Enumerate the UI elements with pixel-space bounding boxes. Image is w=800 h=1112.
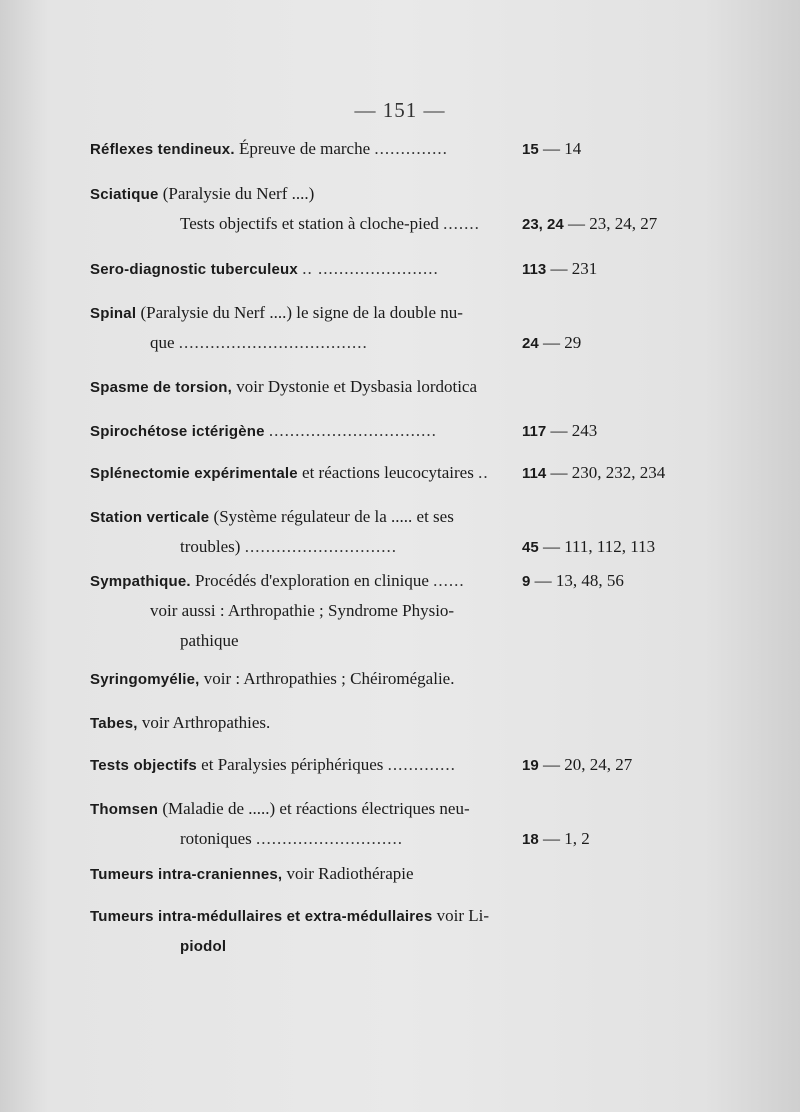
entry-text [180, 536, 397, 558]
entry-line [90, 183, 650, 213]
index-term: Sero-diagnostic tuberculeux [90, 261, 298, 278]
index-entry [90, 863, 650, 893]
index-entry [90, 570, 650, 660]
entry-line [90, 863, 650, 893]
dot-leader: .. ....................... [302, 259, 439, 278]
page-references [522, 462, 665, 485]
entry-description: Épreuve de marche [238, 139, 371, 158]
entry-line [90, 420, 650, 450]
entry-description: (Paralysie du Nerf ....) le signe de la double nu- [140, 303, 463, 322]
entry-description: voir aussi : Arthropathie ; Syndrome Physio- [150, 601, 455, 620]
index-entry [90, 420, 650, 450]
page-references [522, 258, 597, 281]
page-number: — 151 — [354, 98, 446, 122]
entry-line [90, 213, 658, 243]
entry-description: voir : Arthropathies ; Chéiromégalie. [203, 669, 455, 688]
entry-description: (Système régulateur de la ..... et ses [213, 507, 454, 526]
entry-line [90, 376, 650, 406]
entry-text [90, 420, 437, 443]
index-entry [90, 905, 650, 965]
entry-description: (Paralysie du Nerf ....) [162, 184, 315, 203]
entry-description: et Paralysies périphériques [201, 755, 384, 774]
entry-text [180, 213, 480, 235]
secondary-page-refs: — 243 [546, 421, 598, 440]
entry-line [90, 332, 650, 362]
page-references [522, 536, 655, 559]
entry-text [90, 905, 489, 928]
index-entry [90, 712, 650, 742]
index-term: Tabes, [90, 715, 138, 732]
index-term: Spasme de torsion, [90, 379, 232, 396]
entry-line [90, 536, 656, 566]
secondary-page-refs: — 23, 24, 27 [563, 214, 658, 233]
entry-line [90, 668, 650, 698]
index-entry [90, 754, 650, 784]
dot-leader: ............................. [244, 537, 397, 556]
index-entry [90, 506, 656, 566]
entry-description: voir Arthropathies. [141, 713, 271, 732]
index-term: piodol [180, 938, 227, 955]
primary-page-ref: 19 [522, 757, 539, 774]
entry-description: voir Dystonie et Dysbasia lordotica [236, 377, 478, 396]
primary-page-ref: 114 [522, 465, 547, 482]
entry-line [90, 712, 650, 742]
index-term: Tumeurs intra-craniennes, [90, 866, 283, 883]
primary-page-ref: 117 [522, 423, 547, 440]
entry-line [90, 138, 650, 168]
page-references [522, 213, 657, 236]
secondary-page-refs: — 14 [538, 139, 582, 158]
index-term: Sympathique. [90, 573, 191, 590]
primary-page-ref: 15 [522, 141, 539, 158]
index-term: Thomsen [90, 801, 159, 818]
entry-line [90, 258, 650, 288]
primary-page-ref: 18 [522, 831, 539, 848]
secondary-page-refs: — 1, 2 [538, 829, 590, 848]
entry-description: voir Radiothérapie [286, 864, 414, 883]
entry-description: pathique [180, 631, 239, 650]
entry-text [90, 754, 456, 777]
index-term: Splénectomie expérimentale [90, 465, 298, 482]
primary-page-ref: 113 [522, 261, 547, 278]
dot-leader: .............. [374, 139, 448, 158]
page-references [522, 420, 597, 443]
primary-page-ref: 24 [522, 335, 539, 352]
entry-text [90, 863, 414, 886]
entry-line [90, 600, 650, 630]
entry-description: Procédés d'exploration en clinique [195, 571, 429, 590]
index-entry [90, 138, 650, 168]
entry-line [90, 905, 650, 935]
index-entry [90, 798, 650, 858]
index-entry [90, 302, 650, 362]
entry-line [90, 935, 650, 965]
entry-text [90, 668, 454, 691]
entry-text [90, 798, 470, 821]
dot-leader: ................................ [268, 421, 437, 440]
entry-text [180, 828, 403, 850]
entry-text [90, 138, 448, 161]
secondary-page-refs: — 20, 24, 27 [538, 755, 633, 774]
secondary-page-refs: — 29 [538, 333, 582, 352]
entry-line [90, 506, 650, 536]
dot-leader: ............................ [256, 829, 404, 848]
page-references [522, 332, 581, 355]
entry-line [90, 828, 650, 858]
entry-text [90, 570, 465, 593]
page-references [522, 828, 590, 851]
primary-page-ref: 45 [522, 539, 539, 556]
primary-page-ref: 9 [522, 573, 531, 590]
entry-text [90, 183, 314, 206]
index-entry [90, 376, 650, 406]
secondary-page-refs: — 231 [546, 259, 598, 278]
entry-description: troubles) [180, 537, 241, 556]
entry-description: (Maladie de .....) et réactions électriques neu- [162, 799, 470, 818]
index-entry [90, 258, 650, 288]
primary-page-ref: 23, 24 [522, 216, 564, 233]
entry-text [90, 258, 439, 281]
entry-text [150, 600, 454, 622]
entry-text [90, 376, 477, 399]
entry-line [90, 570, 650, 600]
dot-leader: ...... [433, 571, 465, 590]
entry-text [90, 462, 489, 485]
entry-line [90, 798, 650, 828]
index-term: Spirochétose ictérigène [90, 423, 265, 440]
index-term: Tests objectifs [90, 757, 197, 774]
dot-leader: ............. [387, 755, 456, 774]
entry-line [90, 754, 650, 784]
index-term: Réflexes tendineux. [90, 141, 235, 158]
index-term: Sciatique [90, 186, 159, 203]
secondary-page-refs: — 111, 112, 113 [538, 537, 656, 556]
entry-line [90, 302, 650, 332]
dot-leader: .................................... [178, 333, 368, 352]
index-entry [90, 462, 666, 492]
entry-description: que [150, 333, 175, 352]
dot-leader: .. [478, 463, 489, 482]
entry-text [90, 302, 463, 325]
index-entry [90, 183, 658, 243]
index-term: Station verticale [90, 509, 210, 526]
secondary-page-refs: — 13, 48, 56 [530, 571, 624, 590]
index-entry [90, 668, 650, 698]
index-term: Spinal [90, 305, 137, 322]
entry-description: rotoniques [180, 829, 252, 848]
page-references [522, 570, 624, 593]
page-references [522, 754, 632, 777]
entry-description: Tests objectifs et station à cloche-pied [180, 214, 439, 233]
index-term: Syringomyélie, [90, 671, 200, 688]
entry-line [90, 630, 650, 660]
entry-text [150, 332, 368, 354]
entry-line [90, 462, 666, 492]
dot-leader: ....... [443, 214, 480, 233]
entry-text [90, 712, 270, 735]
entry-text [180, 935, 226, 958]
index-term: Tumeurs intra-médullaires et extra-médullaires [90, 908, 433, 925]
entry-text [180, 630, 239, 652]
entry-description: voir Li- [436, 906, 490, 925]
entry-text [90, 506, 454, 529]
page-references [522, 138, 581, 161]
secondary-page-refs: — 230, 232, 234 [546, 463, 666, 482]
entry-description: et réactions leucocytaires [302, 463, 474, 482]
